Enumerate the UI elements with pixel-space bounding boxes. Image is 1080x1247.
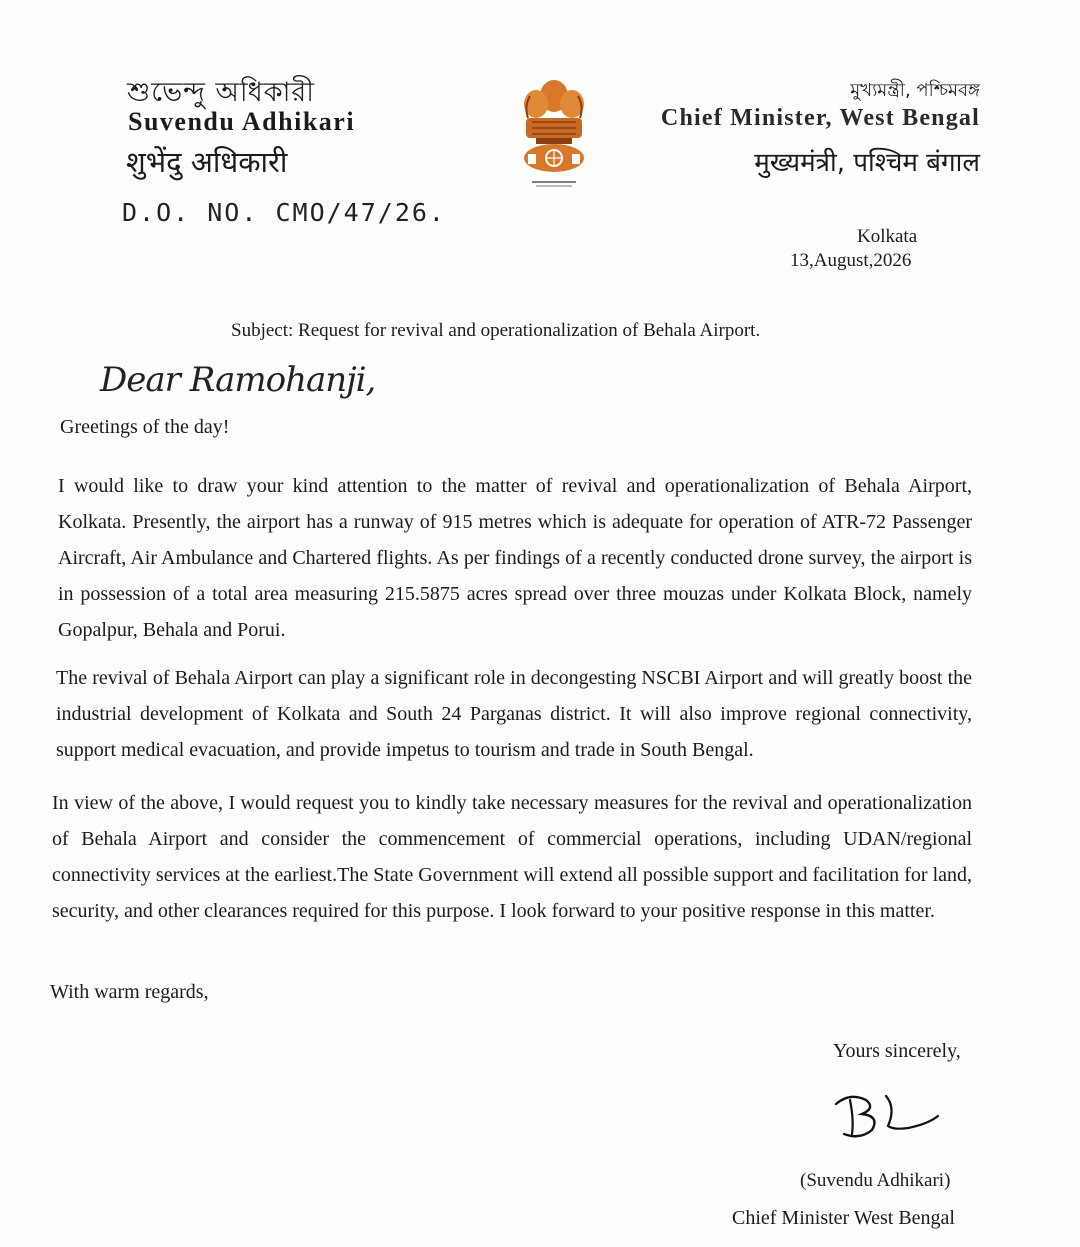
letter-place: Kolkata bbox=[857, 226, 918, 247]
state-emblem-icon bbox=[516, 74, 592, 192]
body-paragraph: In view of the above, I would request you to kindly take necessary measures for the revival and operationalization of Behala Airport and consider the commencement of commercial operations, including UDAN/regional connectivity services at the earliest.The State Government will extend all possible support and facilitation for land, security, and other clearances required for this purpose. I look forward to your positive response in this matter. bbox=[52, 792, 972, 922]
letter-subject: Subject: Request for revival and operationalization of Behala Airport. bbox=[231, 320, 761, 341]
signer-name: (Suvendu Adhikari) bbox=[800, 1170, 951, 1191]
handwritten-signature bbox=[826, 1082, 976, 1142]
sign-off-sincerely: Yours sincerely, bbox=[833, 1040, 961, 1062]
letter-date: 13,August,2026 bbox=[790, 250, 912, 271]
letter-greeting: Greetings of the day! bbox=[60, 416, 230, 438]
reference-number: D.O. NO. CMO/47/26. bbox=[122, 198, 446, 227]
handwritten-salutation: Dear Ramohanji, bbox=[100, 360, 376, 400]
signer-title: Chief Minister West Bengal bbox=[732, 1207, 955, 1229]
letterhead-name-hindi: शुभेंदु अधिकारी bbox=[126, 145, 288, 179]
letterhead-name-bengali: শুভেন্দু অধিকারী bbox=[127, 77, 315, 108]
letterhead-title-english: Chief Minister, West Bengal bbox=[660, 105, 980, 131]
letter-closing: With warm regards, bbox=[50, 981, 209, 1003]
body-paragraph: The revival of Behala Airport can play a significant role in decongesting NSCBI Airport and will greatly boost the industrial development of Kolkata and South 24 Parganas district. It will also improve regional connectivity, support medical evacuation, and provide impetus to tourism and trade in South Bengal. bbox=[56, 667, 972, 761]
letterhead-name-english: Suvendu Adhikari bbox=[128, 107, 356, 136]
letterhead-title-bengali: মুখ্যমন্ত্রী, পশ্চিমবঙ্গ bbox=[850, 80, 980, 101]
letterhead-title-hindi: मुख्यमंत्री, पश्चिम बंगाल bbox=[754, 148, 980, 178]
body-paragraph: I would like to draw your kind attention to the matter of revival and operationalization of Behala Airport, Kolkata. Presently, the airport has a runway of 915 metres which is adequate for operation of ATR-72 Passenger Aircraft, Air Ambulance and Chartered flights. As per findings of a recently conducted drone survey, the airport is in possession of a total area measuring 215.5875 acres spread over three mouzas under Kolkata Block, namely Gopalpur, Behala and Porui. bbox=[58, 475, 972, 641]
